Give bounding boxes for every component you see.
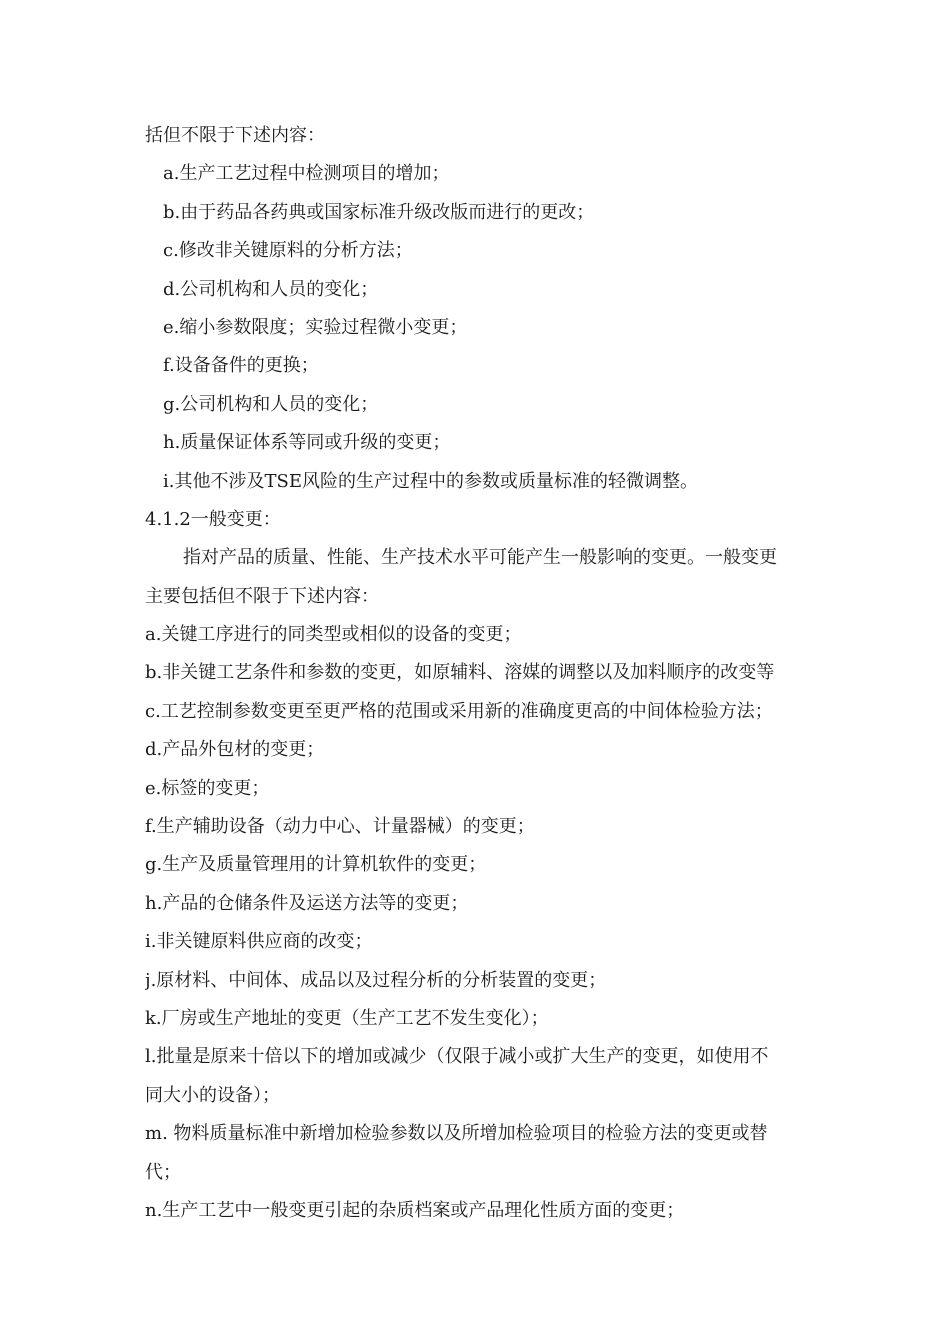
list-item-minor-change-f: f.设备备件的更换； <box>163 355 319 377</box>
list-item-general-change-l-cont: 同大小的设备）； <box>145 1084 280 1106</box>
list-item-minor-change-h: h.质量保证体系等同或升级的变更； <box>163 432 451 454</box>
list-item-minor-change-a: a.生产工艺过程中检测项目的增加； <box>163 163 450 185</box>
list-item-minor-change-c: c.修改非关键原料的分析方法； <box>163 240 413 262</box>
list-item-minor-change-e: e.缩小参数限度；实验过程微小变更； <box>163 316 468 338</box>
list-item-general-change-c: c.工艺控制参数变更至更严格的范围或采用新的准确度更高的中间体检验方法； <box>145 700 773 722</box>
list-item-general-change-e: e.标签的变更； <box>145 777 270 799</box>
list-item-general-change-m: m. 物料质量标准中新增加检验参数以及所增加检验项目的检验方法的变更或替 <box>145 1123 768 1145</box>
list-item-minor-change-i: i.其他不涉及TSE风险的生产过程中的参数或质量标准的轻微调整。 <box>163 470 698 492</box>
paragraph-line: 主要包括但不限于下述内容： <box>145 585 379 607</box>
list-item-general-change-j: j.原材料、中间体、成品以及过程分析的分析装置的变更； <box>145 969 607 991</box>
list-item-minor-change-d: d.公司机构和人员的变化； <box>163 278 379 300</box>
list-item-general-change-b: b.非关键工艺条件和参数的变更，如原辅料、溶媒的调整以及加料顺序的改变等 <box>145 662 775 684</box>
list-item-general-change-n: n.生产工艺中一般变更引起的杂质档案或产品理化性质方面的变更； <box>145 1199 685 1221</box>
list-item-general-change-i: i.非关键原料供应商的改变； <box>145 931 373 953</box>
list-item-minor-change-g: g.公司机构和人员的变化； <box>163 393 379 415</box>
paragraph-line: 指对产品的质量、性能、生产技术水平可能产生一般影响的变更。一般变更 <box>183 547 777 569</box>
list-item-general-change-f: f.生产辅助设备（动力中心、计量器械）的变更； <box>145 816 535 838</box>
list-item-general-change-g: g.生产及质量管理用的计算机软件的变更； <box>145 854 487 876</box>
list-item-general-change-k: k.厂房或生产地址的变更（生产工艺不发生变化）； <box>145 1007 549 1029</box>
list-item-general-change-h: h.产品的仓储条件及运送方法等的变更； <box>145 892 469 914</box>
document-body <box>145 117 813 1230</box>
list-item-minor-change-b: b.由于药品各药典或国家标准升级改版而进行的更改； <box>163 201 595 223</box>
list-item-general-change-a: a.关键工序进行的同类型或相似的设备的变更； <box>145 624 522 646</box>
list-item-general-change-d: d.产品外包材的变更； <box>145 739 325 761</box>
list-item-general-change-l: l.批量是原来十倍以下的增加或减少（仅限于减小或扩大生产的变更，如使用不 <box>145 1046 769 1068</box>
section-heading-4-1-2: 4.1.2一般变更： <box>145 508 281 530</box>
text-line: 括但不限于下述内容： <box>145 125 325 146</box>
list-item-general-change-m-cont: 代； <box>145 1161 181 1183</box>
